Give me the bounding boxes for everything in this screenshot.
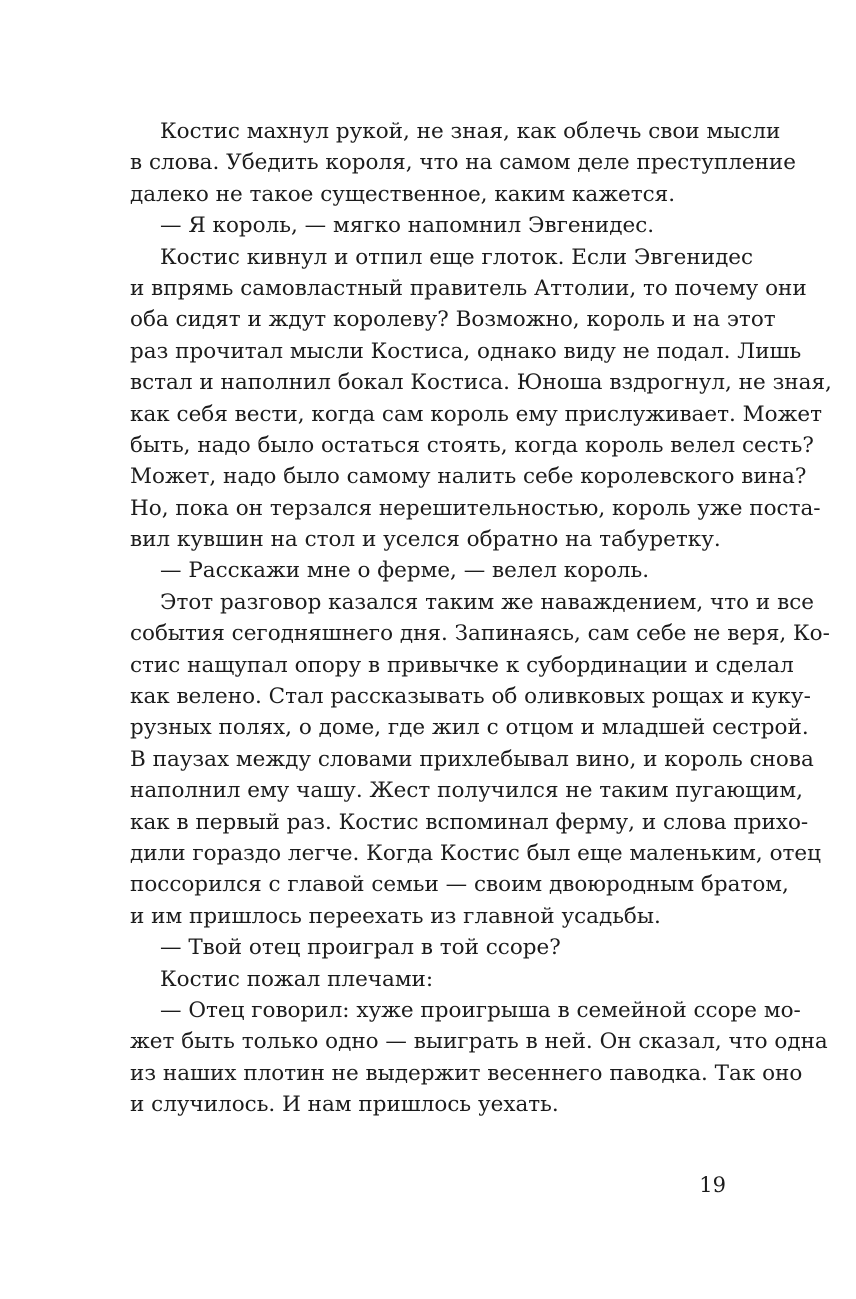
- text-line: поссорился с главой семьи — своим двоюродным братом,: [130, 872, 789, 898]
- page-body-text: [130, 116, 832, 1121]
- text-line: как велено. Стал рассказывать об оливковых рощах и куку-: [130, 684, 811, 710]
- text-line: Костис махнул рукой, не зная, как облечь свои мысли: [160, 119, 781, 144]
- text-line: в слова. Убедить короля, что на самом деле преступление: [130, 150, 796, 176]
- text-line: наполнил ему чашу. Жест получился не таким пугающим,: [130, 778, 803, 804]
- text-line: Костис кивнул и отпил еще глоток. Если Эвгенидес: [160, 244, 754, 270]
- text-line: быть, надо было остаться стоять, когда король велел сесть?: [130, 432, 814, 458]
- text-line: далеко не такое существенное, каким кажется.: [130, 181, 676, 207]
- text-line: из наших плотин не выдержит весеннего паводка. Так оно: [130, 1060, 803, 1086]
- dialogue-line: — Я король, — мягко напомнил Эвгенидес.: [160, 213, 655, 239]
- text-line: раз прочитал мысли Костиса, однако виду не подал. Лишь: [130, 338, 802, 364]
- text-line: оба сидят и ждут королеву? Возможно, король и на этот: [130, 307, 776, 333]
- page-number: 19: [699, 1173, 726, 1197]
- text-line: как в первый раз. Костис вспоминал ферму, и слова прихо-: [130, 809, 809, 835]
- text-line: жет быть только одно — выиграть в ней. Он сказал, что одна: [130, 1029, 828, 1055]
- text-line: Но, пока он терзался нерешительностью, король уже поста-: [130, 495, 821, 521]
- text-line: как себя вести, когда сам король ему прислуживает. Может: [130, 401, 823, 427]
- text-line: встал и наполнил бокал Костиса. Юноша вздрогнул, не зная,: [130, 370, 832, 396]
- dialogue-line: — Расскажи мне о ферме, — велел король.: [160, 558, 650, 584]
- text-line: стис нащупал опору в привычке к субординации и сделал: [130, 652, 794, 678]
- text-line: В паузах между словами прихлебывал вино, и король снова: [130, 746, 814, 772]
- text-line: и им пришлось переехать из главной усадьбы.: [130, 903, 661, 929]
- text-line: вил кувшин на стол и уселся обратно на табуретку.: [130, 527, 721, 553]
- text-line: и впрямь самовластный правитель Аттолии, то почему они: [130, 275, 807, 301]
- text-line: дили гораздо легче. Когда Костис был еще маленьким, отец: [130, 840, 821, 866]
- dialogue-line: — Твой отец проиграл в той ссоре?: [160, 935, 561, 961]
- text-line: Костис пожал плечами:: [160, 966, 434, 992]
- text-line: события сегодняшнего дня. Запинаясь, сам себе не веря, Ко-: [130, 621, 830, 647]
- text-line: рузных полях, о доме, где жил с отцом и младшей сестрой.: [130, 715, 809, 741]
- text-line: Может, надо было самому налить себе королевского вина?: [130, 464, 807, 490]
- text-line: Этот разговор казался таким же наваждением, что и все: [160, 589, 814, 615]
- text-line: и случилось. И нам пришлось уехать.: [130, 1092, 559, 1118]
- dialogue-line: — Отец говорил: хуже проигрыша в семейной ссоре мо-: [160, 997, 801, 1023]
